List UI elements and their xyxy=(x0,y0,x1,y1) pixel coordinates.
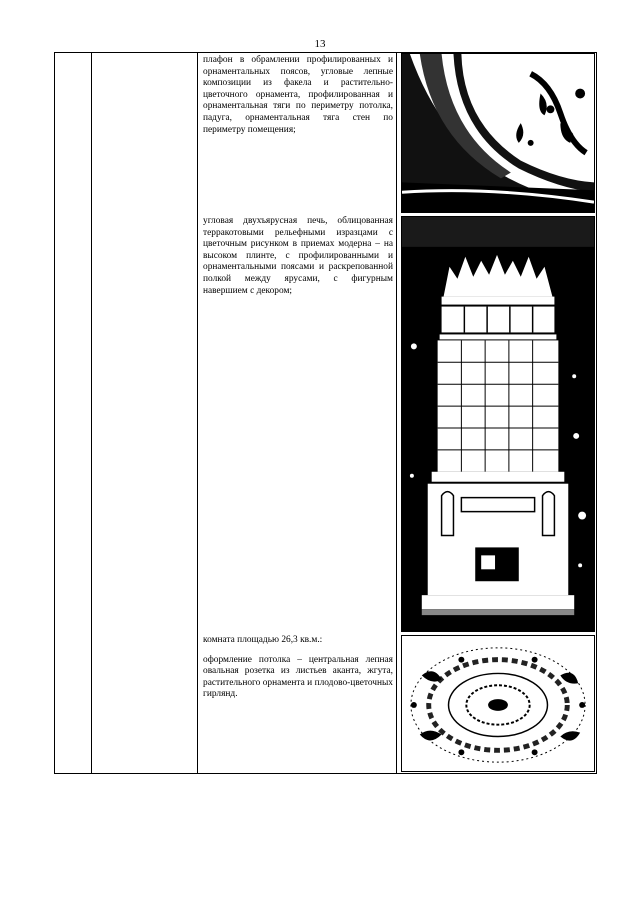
row-2-description: угловая двухъярусная печь, облицованная терракотовыми рельефными изразцами с цветочным рисунком в приемах модерна – на высоком плинте, с профилированными и орнаментальными поясами и раскрепованной полкой между ярусами, с фигурным навершием с декором; xyxy=(203,216,393,296)
ceiling-rosette-photo xyxy=(401,635,595,772)
ceiling-corner-photo xyxy=(401,53,595,213)
row-1-description: плафон в обрамлении профилированных и орнаментальных поясов, угловые лепные композиции из факела и растительно-цветочного орнамента, профилированная и орнаментальная тяги по периметру потолка, падуга, орнаментальная тяга стен по периметру помещения; xyxy=(203,55,393,135)
tiled-stove-photo xyxy=(401,216,595,632)
heritage-table xyxy=(54,52,597,774)
row-3-description: комната площадью 26,3 кв.м.: оформление потолка – центральная лепная овальная розетка из листьев аканта, жгута, растительного орнамента и плодово-цветочных гирлянд. xyxy=(203,635,393,700)
column-divider xyxy=(91,53,92,773)
room-heading: комната площадью 26,3 кв.м.: xyxy=(203,635,323,645)
column-divider xyxy=(396,53,397,773)
page-number: 13 xyxy=(314,38,326,50)
column-divider xyxy=(197,53,198,773)
